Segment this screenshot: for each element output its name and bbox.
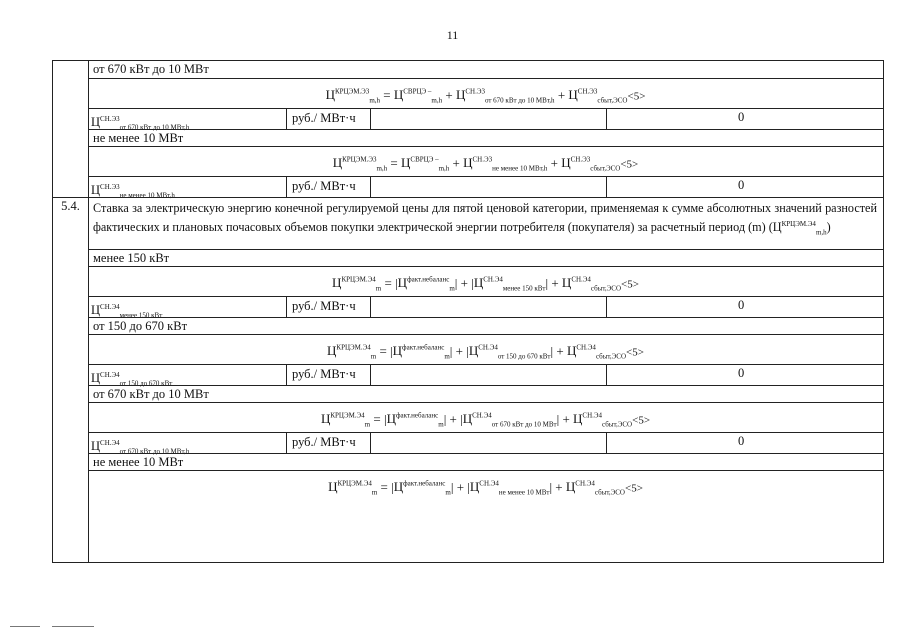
symbol-main: Ц — [332, 275, 342, 291]
symbol-sub: не менее 10 МВт,h — [119, 191, 175, 200]
symbol-main: Ц — [327, 343, 337, 359]
price-symbol — [393, 479, 451, 497]
formula: $Ц^{КРЦЭМ.Э3}_{m,h} = Ц^{СВРЦЭ -}_{m,h} + Ц^{СН.Э3}_{не менее 10 МВт,h} + Ц^{СН.Э3}_{сбыт,ЭСО}<5>$ — [332, 155, 639, 173]
symbol-sup: СН.Э4 — [472, 412, 492, 420]
column-divider — [286, 433, 287, 453]
column-divider — [370, 433, 371, 453]
symbol-sup: СН.Э3 — [570, 156, 591, 164]
column-divider — [370, 297, 371, 317]
section-number: 5.4. — [61, 199, 80, 213]
symbol-sub: m,h — [376, 164, 388, 173]
symbol-sup: факт.небаланс — [407, 276, 450, 284]
symbol-sub: m — [370, 352, 377, 361]
symbol-sup: СН.Э4 — [100, 303, 120, 311]
formula: $Ц^{КРЦЭМ.Э4}_m = |Ц^{факт.небаланс}_m| + |Ц^{СН.Э4}_{от 150 до 670 кВт}| + Ц^{СН.Э4}_{сбыт,ЭСО}<5>$ — [327, 343, 644, 361]
column-divider — [286, 177, 287, 197]
symbol-sup: СН.Э3 — [100, 115, 120, 123]
symbol-main: Ц — [462, 411, 473, 427]
table-row — [88, 266, 883, 296]
rate-value: 0 — [738, 434, 745, 448]
table-row — [88, 317, 883, 334]
unit-cell: руб./ МВт·ч — [292, 435, 356, 449]
price-symbol — [462, 411, 557, 429]
scan-mark — [10, 626, 40, 627]
symbol-main: Ц — [565, 479, 576, 495]
section-symbol: $Ц^{КРЦЭМ.Э4}_{m,h}$ — [772, 220, 827, 237]
table-row — [88, 453, 883, 470]
symbol-sub: менее 150 кВт — [502, 284, 546, 293]
price-symbol — [91, 303, 163, 320]
price-symbol — [568, 87, 628, 105]
symbol-main: Ц — [463, 155, 473, 171]
table-row — [88, 129, 883, 146]
price-symbol — [327, 343, 377, 361]
section-description: Ставка за электрическую энергию конечной регулируемой цены для пятой ценовой категории, применяемая к сумме абсолютных значений разностей фактических и плановых почасовых объемов покупки электрической энергии потребителя (покупателя) за расчетный период (m) $(Ц^{КРЦЭМ.Э4}_{m,h})$ — [88, 197, 883, 249]
symbol-main: Ц — [386, 411, 396, 427]
symbol-main: Ц — [91, 115, 101, 130]
price-symbol — [91, 115, 190, 132]
symbol-sup: СВРЦЭ – — [403, 88, 432, 96]
price-symbol — [566, 343, 627, 361]
scan-mark — [52, 626, 94, 627]
footnote-ref: <5> — [627, 90, 646, 103]
price-symbol — [386, 411, 444, 429]
symbol-sup: СН.Э4 — [576, 344, 596, 352]
range-label: от 670 кВт до 10 МВт — [93, 62, 209, 76]
unit-cell: руб./ МВт·ч — [292, 179, 356, 193]
range-label: от 150 до 670 кВт — [93, 319, 188, 333]
table-row — [88, 334, 883, 364]
column-divider — [606, 177, 607, 197]
price-symbol — [392, 343, 450, 361]
symbol-sup: КРЦЭМ.Э4 — [330, 412, 365, 420]
symbol-sub: m,h — [431, 96, 443, 105]
price-symbol — [91, 183, 175, 200]
price-symbol — [561, 275, 622, 293]
symbol-main: Ц — [473, 275, 484, 291]
table-row — [88, 78, 883, 108]
symbol-sup: СН.Э4 — [582, 412, 603, 420]
symbol-sub: от 670 кВт до 10 МВт,h — [484, 96, 555, 105]
symbol-main: Ц — [91, 183, 101, 198]
symbol-sup: СН.Э3 — [577, 88, 598, 96]
price-symbol — [468, 343, 551, 361]
table-row — [88, 432, 883, 456]
section-text: Ставка за электрическую энергию конечной регулируемой цены для пятой ценовой категории, применяемая к сумме абсолютных значений разностей фактических и плановых почасовых объемов покупки электрической энергии потребителя (покупателя) за расчетный период (m) ( — [93, 201, 877, 235]
symbol-sup: СН.Э3 — [472, 156, 493, 164]
symbol-sub: m — [444, 352, 450, 361]
symbol-main: Ц — [325, 87, 335, 103]
symbol-main: Ц — [561, 155, 571, 171]
price-symbol — [463, 155, 548, 173]
page-number: 11 — [446, 28, 459, 42]
symbol-main: Ц — [469, 479, 480, 495]
price-symbol — [332, 155, 388, 173]
symbol-sub: от 150 до 670 кВт — [497, 352, 551, 361]
price-symbol — [325, 87, 381, 105]
table-row — [88, 296, 883, 320]
table-row — [88, 176, 883, 200]
range-label: не менее 10 МВт — [93, 455, 184, 469]
symbol-sup: КРЦЭМ.Э4 — [337, 480, 372, 488]
rate-value: 0 — [738, 298, 745, 312]
symbol-sub: сбыт,ЭСО — [594, 488, 625, 497]
symbol-sub: сбыт,ЭСО — [597, 96, 628, 105]
column-divider — [370, 177, 371, 197]
symbol-sup: СН.Э3 — [465, 88, 485, 96]
column-divider — [606, 297, 607, 317]
symbol-sub: менее 150 кВт — [119, 311, 163, 320]
symbol-sup: КРЦЭМ.Э4 — [341, 276, 376, 284]
price-symbol — [91, 439, 190, 456]
table-row — [88, 385, 883, 402]
symbol-sub: сбыт,ЭСО — [602, 420, 633, 429]
symbol-sup: СН.Э4 — [571, 276, 591, 284]
symbol-main: Ц — [401, 155, 411, 171]
symbol-sup: СН.Э4 — [100, 371, 120, 379]
symbol-main: Ц — [91, 371, 101, 386]
symbol-sup: факт.небаланс — [402, 344, 445, 352]
rate-value: 0 — [738, 110, 745, 124]
symbol-main: Ц — [91, 439, 101, 454]
symbol-sub: от 670 кВт до 10 МВт,h — [119, 123, 190, 132]
range-label: от 670 кВт до 10 МВт — [93, 387, 209, 401]
symbol-main: Ц — [568, 87, 578, 103]
table-row — [88, 61, 883, 78]
symbol-sup: КРЦЭМ.Э3 — [334, 88, 370, 96]
table-row — [88, 470, 883, 500]
table-row — [88, 249, 883, 266]
symbol-sub: сбыт,ЭСО — [595, 352, 627, 361]
symbol-main: Ц — [320, 411, 331, 427]
symbol-main: Ц — [91, 303, 101, 318]
price-symbol — [455, 87, 555, 105]
range-label: менее 150 кВт — [93, 251, 170, 265]
price-symbol — [573, 411, 633, 429]
symbol-sup: КРЦЭМ.Э4 — [336, 344, 371, 352]
symbol-main: Ц — [468, 343, 479, 359]
table-row — [88, 146, 883, 176]
formula: $Ц^{КРЦЭМ.Э3}_{m,h} = Ц^{СВРЦЭ -}_{m,h} + Ц^{СН.Э3}_{от 670 кВт до 10 МВт,h} + Ц^{СН.Э3}_{сбыт,ЭСО}<5>$ — [325, 87, 646, 105]
table-row — [88, 108, 883, 132]
symbol-sup: СН.Э4 — [575, 480, 595, 488]
symbol-sup: КРЦЭМ.Э3 — [342, 156, 377, 164]
price-symbol — [332, 275, 382, 293]
symbol-sup: СН.Э4 — [483, 276, 503, 284]
rate-value: 0 — [738, 366, 745, 380]
column-divider — [606, 365, 607, 385]
symbol-sub: m,h — [369, 96, 381, 105]
symbol-sub: m,h — [438, 164, 450, 173]
symbol-main: Ц — [392, 343, 403, 359]
symbol-sub: m — [449, 284, 455, 293]
symbol-main: Ц — [455, 87, 466, 103]
price-symbol — [397, 275, 455, 293]
range-label: не менее 10 МВт — [93, 131, 184, 145]
symbol-sub: не менее 10 МВт,h — [492, 164, 548, 173]
symbol-main: Ц — [393, 87, 404, 103]
symbol-sup: СН.Э4 — [100, 439, 120, 447]
column-divider — [286, 297, 287, 317]
column-divider — [286, 109, 287, 129]
symbol-sup: СН.Э4 — [479, 480, 499, 488]
unit-cell: руб./ МВт·ч — [292, 111, 356, 125]
section-divider — [53, 197, 88, 198]
symbol-main: Ц — [328, 479, 338, 495]
symbol-main: Ц — [332, 155, 343, 171]
symbol-sup: факт.небаланс — [403, 480, 446, 488]
column-divider — [370, 365, 371, 385]
price-symbol — [328, 479, 378, 497]
symbol-sub: от 150 до 670 кВт — [119, 379, 173, 388]
tariff-table — [52, 60, 884, 563]
symbol-sub: не менее 10 МВт — [498, 488, 550, 497]
price-symbol — [561, 155, 621, 173]
table-row — [88, 402, 883, 432]
symbol-main: Ц — [397, 275, 408, 291]
footnote-ref: <5> — [626, 346, 644, 359]
number-column — [53, 61, 89, 562]
footnote-ref: <5> — [620, 158, 639, 171]
symbol-sup: факт.небаланс — [395, 412, 439, 420]
symbol-main: Ц — [566, 343, 577, 359]
price-symbol — [320, 411, 371, 429]
symbol-main: Ц — [393, 479, 404, 495]
price-symbol — [393, 87, 443, 105]
column-divider — [606, 109, 607, 129]
price-symbol — [401, 155, 450, 173]
symbol-sub: сбыт,ЭСО — [590, 164, 621, 173]
price-symbol — [565, 479, 625, 497]
formula: $Ц^{КРЦЭМ.Э4}_m = |Ц^{факт.небаланс}_m| + |Ц^{СН.Э4}_{от 670 кВт до 10 МВт}| + Ц^{СН.Э4}_{сбыт,ЭСО}<5>$ — [320, 411, 651, 429]
symbol-sub: m — [438, 420, 444, 429]
symbol-sub: m — [371, 488, 378, 497]
footnote-ref: <5> — [621, 278, 639, 291]
column-divider — [606, 433, 607, 453]
unit-cell: руб./ МВт·ч — [292, 367, 356, 381]
table-row — [88, 364, 883, 388]
unit-cell: руб./ МВт·ч — [292, 299, 356, 313]
price-symbol — [91, 371, 173, 388]
formula: $Ц^{КРЦЭМ.Э4}_m = |Ц^{факт.небаланс}_m| + |Ц^{СН.Э4}_{менее 150 кВт}| + Ц^{СН.Э4}_{сбыт,ЭСО}<5>$ — [332, 275, 639, 293]
symbol-sub: сбыт,ЭСО — [590, 284, 622, 293]
symbol-main: Ц — [561, 275, 572, 291]
footnote-ref: <5> — [624, 482, 643, 495]
formula: $Ц^{КРЦЭМ.Э4}_m = |Ц^{факт.небаланс}_m| + |Ц^{СН.Э4}_{не менее 10 МВт}| + Ц^{СН.Э4}_{сбыт,ЭСО}<5>$ — [328, 479, 643, 497]
symbol-main: Ц — [573, 411, 583, 427]
column-divider — [370, 109, 371, 129]
rate-value: 0 — [738, 178, 745, 192]
price-symbol — [473, 275, 546, 293]
price-symbol — [469, 479, 550, 497]
symbol-sub: от 670 кВт до 10 МВт — [491, 420, 557, 429]
symbol-sup: СН.Э4 — [478, 344, 498, 352]
symbol-sub: m — [375, 284, 382, 293]
symbol-sub: от 670 кВт до 10 МВт,h — [119, 447, 190, 456]
footnote-ref: <5> — [632, 414, 651, 427]
symbol-sub: m — [445, 488, 451, 497]
symbol-sup: СН.Э3 — [100, 183, 120, 191]
symbol-sub: m — [364, 420, 371, 429]
column-divider — [286, 365, 287, 385]
symbol-sup: СВРЦЭ – — [410, 156, 439, 164]
